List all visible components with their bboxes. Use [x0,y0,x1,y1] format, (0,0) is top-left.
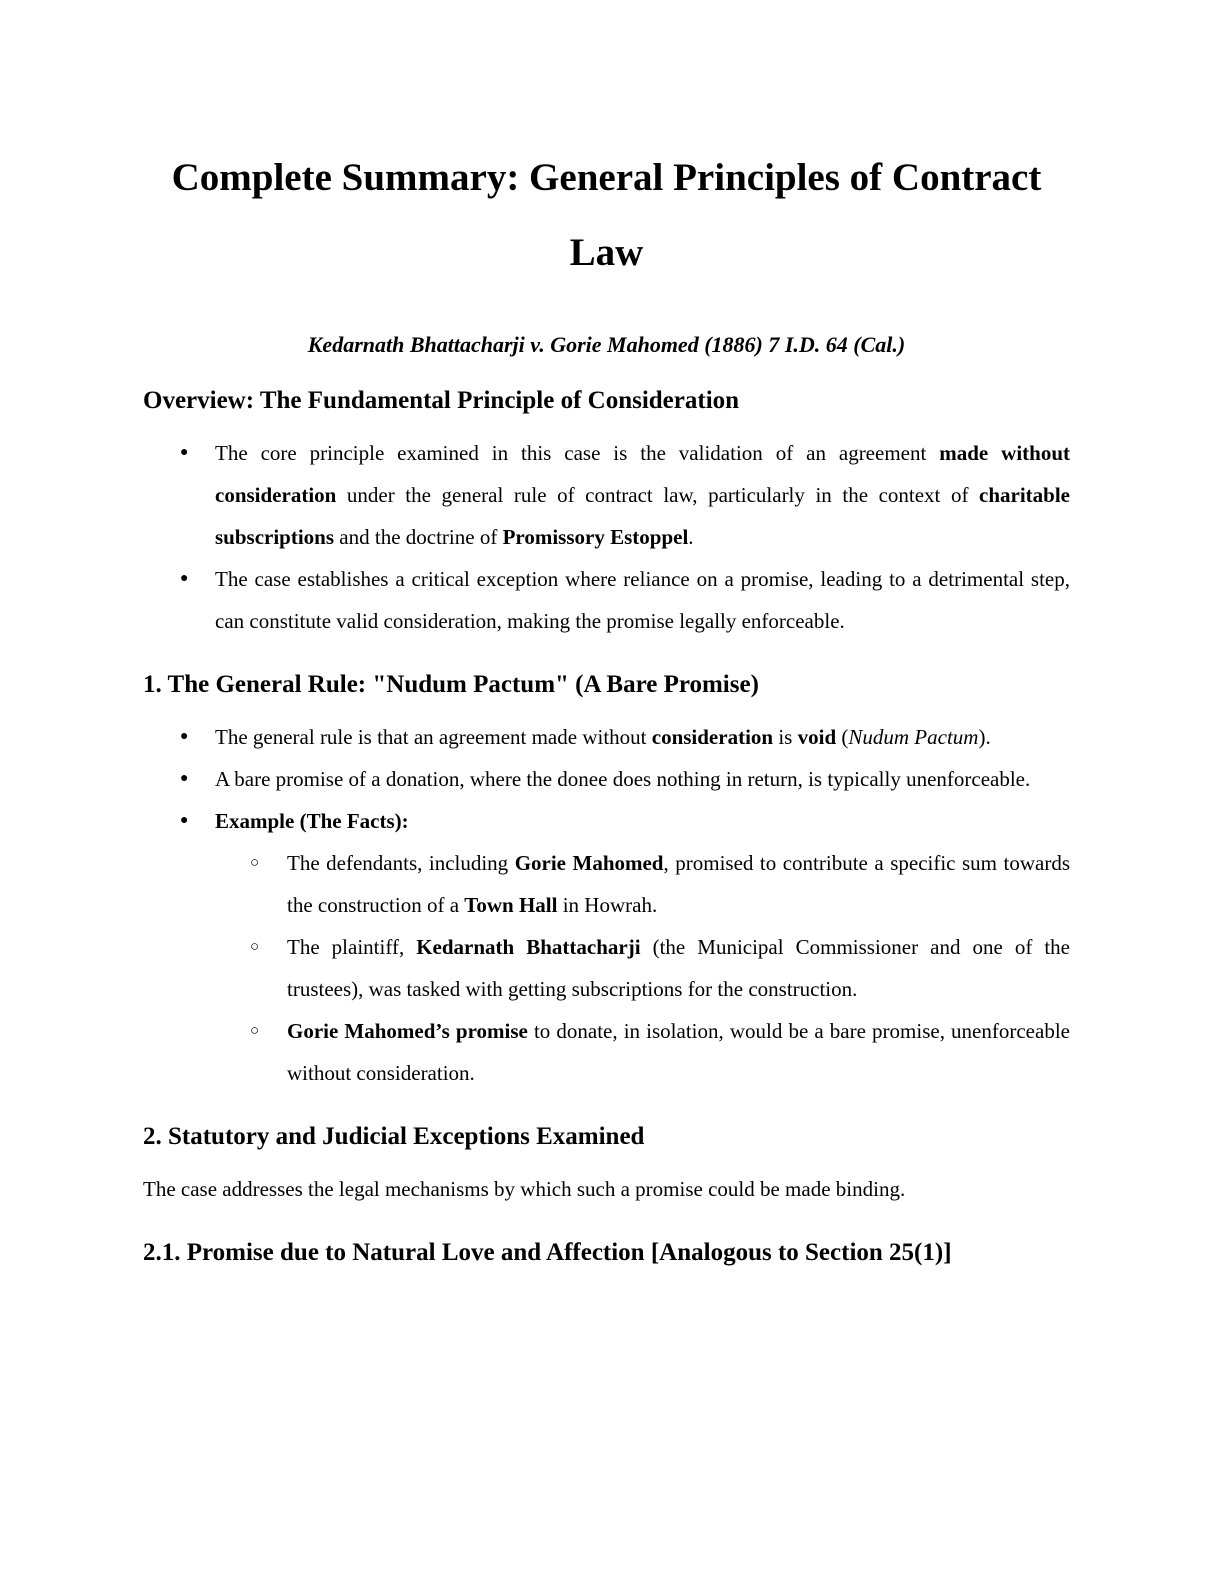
list-item-text: Example (The Facts): [215,809,409,833]
filled-bullet-icon: ● [180,771,189,786]
section-2-heading: 2. Statutory and Judicial Exceptions Examined [143,1123,645,1150]
section-1-heading: 1. The General Rule: "Nudum Pactum" (A Bare Promise) [143,671,759,698]
list-item-text: The defendants, including Gorie Mahomed, promised to contribute a specific sum towards the construction of a Town Hall in Howrah. [287,851,1070,917]
list-item-text: The plaintiff, Kedarnath Bhattacharji (the Municipal Commissioner and one of the trustees), was tasked with getting subscriptions for the construction. [287,935,1071,1001]
overview-bullet-list [143,432,1070,642]
list-item [143,716,1070,758]
list-item-text: The case establishes a critical exception where reliance on a promise, leading to a detrimental step, can constitute valid consideration, making the promise legally enforceable. [215,567,1070,633]
filled-bullet-icon: ● [180,813,189,828]
filled-bullet-icon: ● [180,445,189,460]
hollow-bullet-icon: ○ [250,855,260,871]
list-item [143,800,1070,842]
sub-list-item [143,1010,1070,1094]
section-2-paragraph: The case addresses the legal mechanisms by which such a promise could be made binding. [143,1177,906,1201]
case-citation: Kedarnath Bhattacharji v. Gorie Mahomed (1886) 7 I.D. 64 (Cal.) [307,332,906,357]
sub-list-item [143,926,1070,1010]
title-line-1: Complete Summary: General Principles of Contract [171,156,1042,199]
section-2-1-heading: 2.1. Promise due to Natural Love and Affection [Analogous to Section 25(1)] [143,1239,952,1266]
list-item-text: Gorie Mahomed’s promise to donate, in isolation, would be a bare promise, unenforceable without consideration. [287,1019,1070,1085]
filled-bullet-icon: ● [180,729,189,744]
overview-heading: Overview: The Fundamental Principle of Consideration [143,387,740,414]
list-item-text: The general rule is that an agreement made without consideration is void (Nudum Pactum). [215,725,991,749]
list-item [143,758,1070,800]
hollow-bullet-icon: ○ [250,939,260,955]
hollow-bullet-icon: ○ [250,1023,260,1039]
list-item [143,558,1070,642]
list-item-text: A bare promise of a donation, where the donee does nothing in return, is typically unenforceable. [215,767,1031,791]
list-item [143,432,1070,558]
list-item-text: The core principle examined in this case is the validation of an agreement made without consideration under the general rule of contract law, particularly in the context of charitable subscriptions and the doctrine of Promissory Estoppel. [215,441,1070,549]
title-line-2: Law [569,231,644,274]
sub-list-item [143,842,1070,926]
section-1-bullet-list [143,716,1070,1094]
document-title [143,140,1070,290]
filled-bullet-icon: ● [180,571,189,586]
